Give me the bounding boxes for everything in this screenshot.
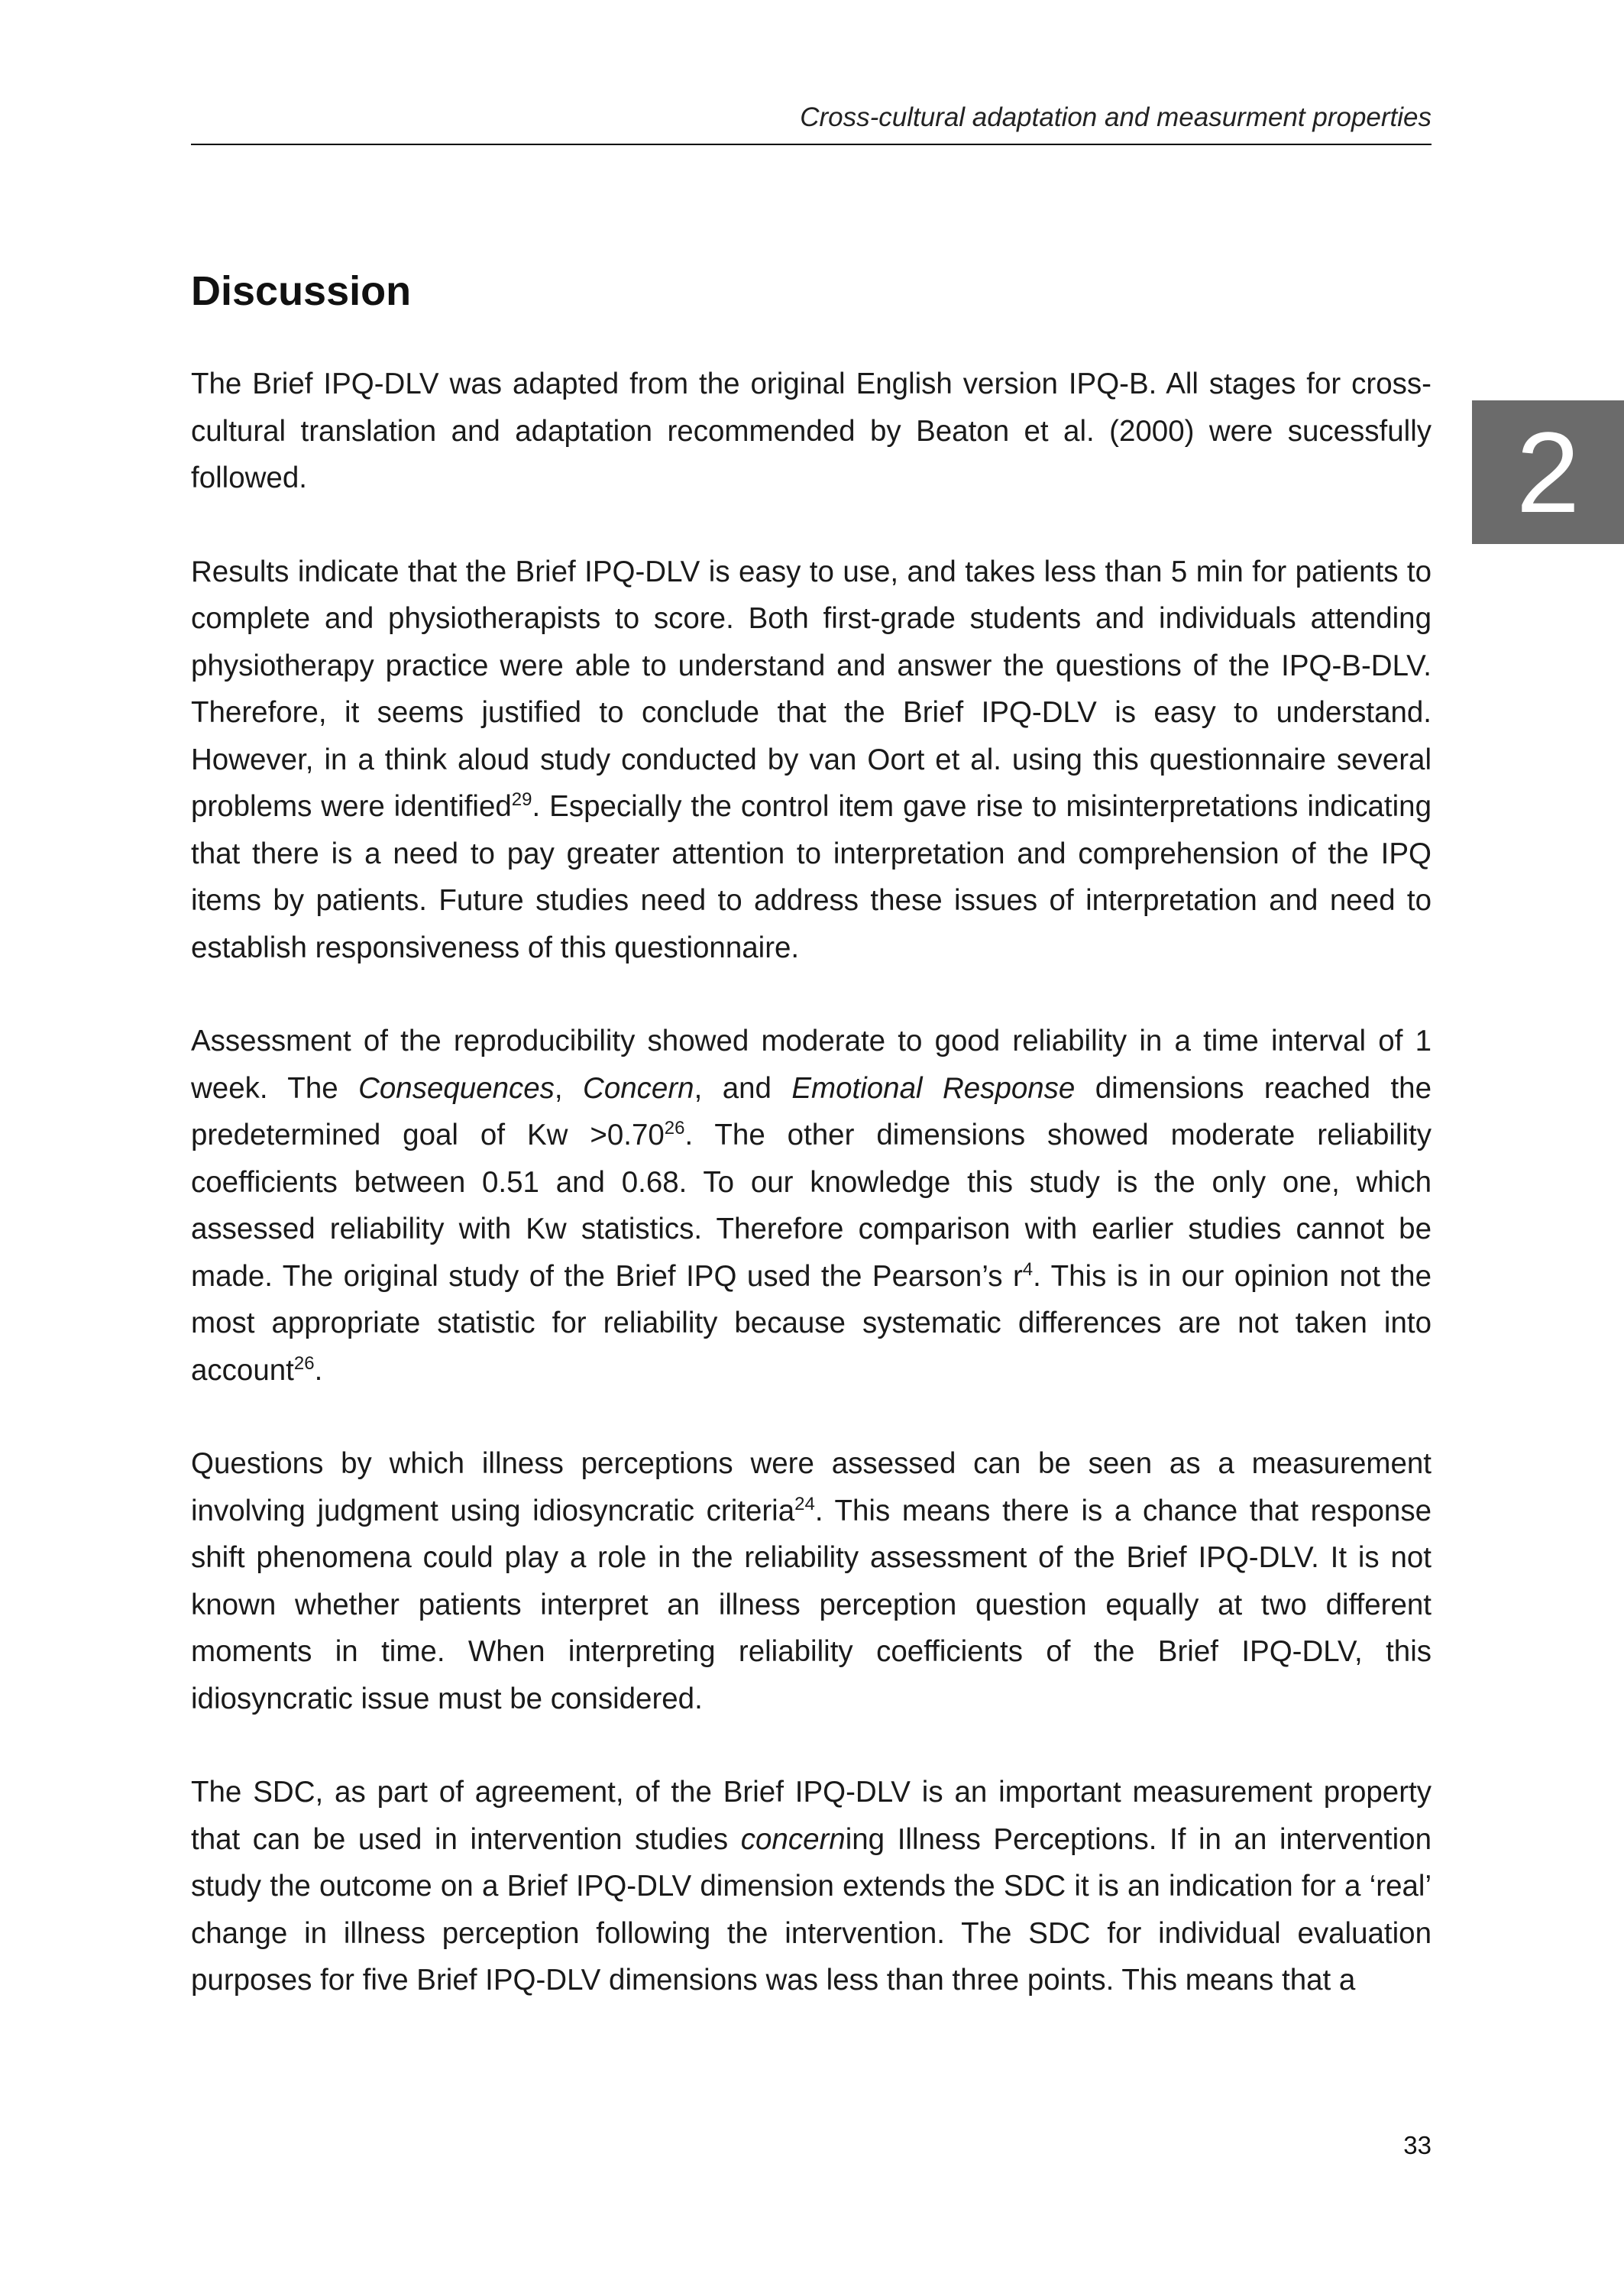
paragraph-4-text-b: . This means there is a chance that response shift phenomena could play a role in the reliability assessment of the Brief IPQ-DLV. It is not known whether patients interpret an illness perception question equally at two different moments in time. When interpreting reliability coefficients of the Brief IPQ-DLV, this idiosyncratic issue must be considered. — [191, 1494, 1432, 1715]
paragraph-4 — [191, 1440, 1432, 1722]
paragraph-5-text-a: The SDC, as part of agreement, of the Brief IPQ-DLV is an important measurement property that can be used in intervention studies — [191, 1776, 1432, 1856]
paragraph-3-text-e: . — [314, 1353, 323, 1387]
paragraph-3-sep-2: , and — [694, 1071, 792, 1105]
chapter-tab — [1472, 400, 1624, 544]
paragraph-2-text-b: . Especially the control item gave rise to misinterpretations indicating that there is a need to pay greater attention to interpretation and comprehension of the IPQ items by patients. Future studies need to address these issues of interpretation and need to establish responsiveness of this questionnaire. — [191, 790, 1432, 964]
paragraph-5-text-b: ing Illness Perceptions. If in an intervention study the outcome on a Brief IPQ-DLV dimension extends the SDC it is an indication for a ‘real’ change in illness perception following the intervention. The SDC for individual evaluation purposes for five Brief IPQ-DLV dimensions was less than three points. This means that a — [191, 1822, 1432, 1997]
italic-term-consequences: Consequences — [358, 1071, 555, 1105]
paragraph-4-text-a: Questions by which illness perceptions were assessed can be seen as a measurement involving judgment using idiosyncratic criteria — [191, 1447, 1432, 1527]
main-content — [191, 264, 1432, 2051]
paragraph-1: The Brief IPQ-DLV was adapted from the original English version IPQ-B. All stages for cross-cultural translation and adaptation recommended by Beaton et al. (2000) were sucessfully followed. — [191, 368, 1432, 494]
paragraph-2 — [191, 549, 1432, 972]
running-header-title: Cross-cultural adaptation and measurment properties — [800, 102, 1432, 132]
paragraph-3-text-c: . The other dimensions showed moderate reliability coefficients between 0.51 and 0.68. To our knowledge this study is the only one, which assessed reliability with Kw statistics. Therefore comparison with earlier studies cannot be made. The original study of the Brief IPQ used the Pearson’s r — [191, 1119, 1432, 1293]
paragraph-3-sep-1: , — [554, 1071, 584, 1105]
citation-ref: 26 — [664, 1118, 685, 1138]
paragraph-2-text-a: Results indicate that the Brief IPQ-DLV is easy to use, and takes less than 5 min for patients to complete and physiotherapists to score. Both first-grade students and individuals attending physiotherapy practice were able to understand and answer the questions of the IPQ-B-DLV. Therefore, it seems justified to conclude that the Brief IPQ-DLV is easy to understand. However, in a think aloud study conducted by van Oort et al. using this questionnaire several problems were identified — [191, 555, 1432, 823]
italic-term-concern: Concern — [583, 1071, 694, 1105]
paragraph-3-text-a: Assessment of the reproducibility showed moderate to good reliability in a time interval of 1 week. The — [191, 1025, 1432, 1105]
citation-ref: 24 — [794, 1493, 815, 1514]
italic-term-emotional-response: Emotional Response — [791, 1071, 1076, 1105]
paragraph-5 — [191, 1769, 1432, 2004]
italic-term-concern: concern — [740, 1822, 846, 1856]
paragraph-3 — [191, 1018, 1432, 1394]
paragraph-3-text-d: . This is in our opinion not the most appropriate statistic for reliability because systematic differences are not taken into account — [191, 1259, 1432, 1387]
citation-ref: 26 — [293, 1352, 315, 1374]
citation-ref: 29 — [511, 789, 532, 810]
citation-ref: 4 — [1022, 1258, 1034, 1280]
running-header — [191, 102, 1432, 145]
paragraph-3-text-b: dimensions reached the predetermined goal of Kw >0.70 — [191, 1071, 1432, 1151]
chapter-number: 2 — [1516, 408, 1580, 536]
page-number: 33 — [1403, 2131, 1432, 2159]
section-heading: Discussion — [191, 268, 412, 314]
